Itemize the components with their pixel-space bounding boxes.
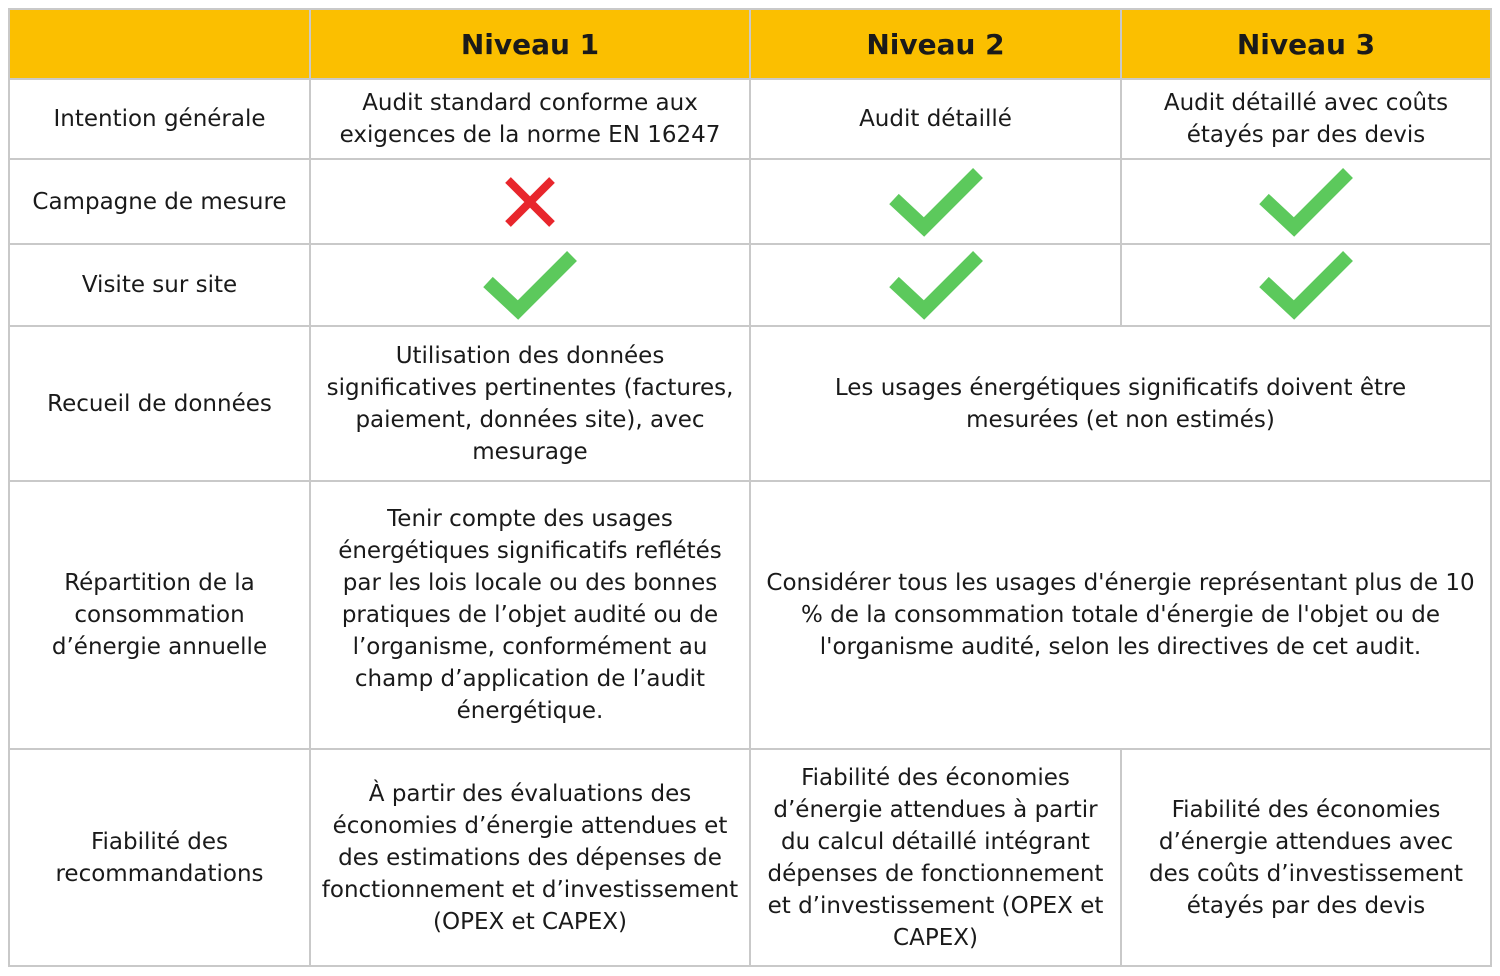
header-niveau-3: Niveau 3	[1121, 9, 1491, 79]
row-visite	[9, 244, 1491, 326]
row-label-fiabilite: Fiabilité des recommandations	[9, 749, 310, 966]
cell-visite-n3	[1121, 244, 1491, 326]
cell-intention-n2: Audit détaillé	[750, 79, 1121, 159]
row-label-intention: Intention générale	[9, 79, 310, 159]
cell-visite-n1	[310, 244, 750, 326]
cell-campagne-n3	[1121, 159, 1491, 244]
cell-fiabilite-n2: Fiabilité des économies d’énergie attendues à partir du calcul détaillé intégrant dépenses de fonctionnement et d’investissement (OPEX et CAPEX)	[750, 749, 1121, 966]
row-label-repartition: Répartition de la consommation d’énergie annuelle	[9, 481, 310, 749]
check-icon	[1258, 250, 1354, 320]
row-intention	[9, 79, 1491, 159]
row-label-recueil: Recueil de données	[9, 326, 310, 481]
check-icon	[482, 250, 578, 320]
cell-fiabilite-n3: Fiabilité des économies d’énergie attendues avec des coûts d’investissement étayés par des devis	[1121, 749, 1491, 966]
cross-icon	[500, 172, 560, 232]
cell-repartition-n2-n3: Considérer tous les usages d'énergie représentant plus de 10 % de la consommation totale d'énergie de l'objet ou de l'organisme audité, selon les directives de cet audit.	[750, 481, 1491, 749]
cell-fiabilite-n1: À partir des évaluations des économies d’énergie attendues et des estimations des dépenses de fonctionnement et d’investissement (OPEX et CAPEX)	[310, 749, 750, 966]
header-row	[9, 9, 1491, 79]
header-niveau-2: Niveau 2	[750, 9, 1121, 79]
cell-campagne-n2	[750, 159, 1121, 244]
check-icon	[888, 250, 984, 320]
check-icon	[888, 167, 984, 237]
check-icon	[1258, 167, 1354, 237]
row-recueil	[9, 326, 1491, 481]
cell-recueil-n2-n3: Les usages énergétiques significatifs doivent être mesurées (et non estimés)	[750, 326, 1491, 481]
row-fiabilite	[9, 749, 1491, 966]
cell-campagne-n1	[310, 159, 750, 244]
cell-repartition-n1: Tenir compte des usages énergétiques significatifs reflétés par les lois locale ou des bonnes pratiques de l’objet audité ou de l’organisme, conformément au champ d’application de l’audit énergétique.	[310, 481, 750, 749]
row-label-campagne: Campagne de mesure	[9, 159, 310, 244]
row-label-visite: Visite sur site	[9, 244, 310, 326]
cell-intention-n1: Audit standard conforme aux exigences de la norme EN 16247	[310, 79, 750, 159]
row-repartition	[9, 481, 1491, 749]
row-campagne	[9, 159, 1491, 244]
header-corner	[9, 9, 310, 79]
audit-levels-table	[8, 8, 1492, 967]
cell-intention-n3: Audit détaillé avec coûts étayés par des devis	[1121, 79, 1491, 159]
header-niveau-1: Niveau 1	[310, 9, 750, 79]
cell-visite-n2	[750, 244, 1121, 326]
cell-recueil-n1: Utilisation des données significatives pertinentes (factures, paiement, données site), avec mesurage	[310, 326, 750, 481]
